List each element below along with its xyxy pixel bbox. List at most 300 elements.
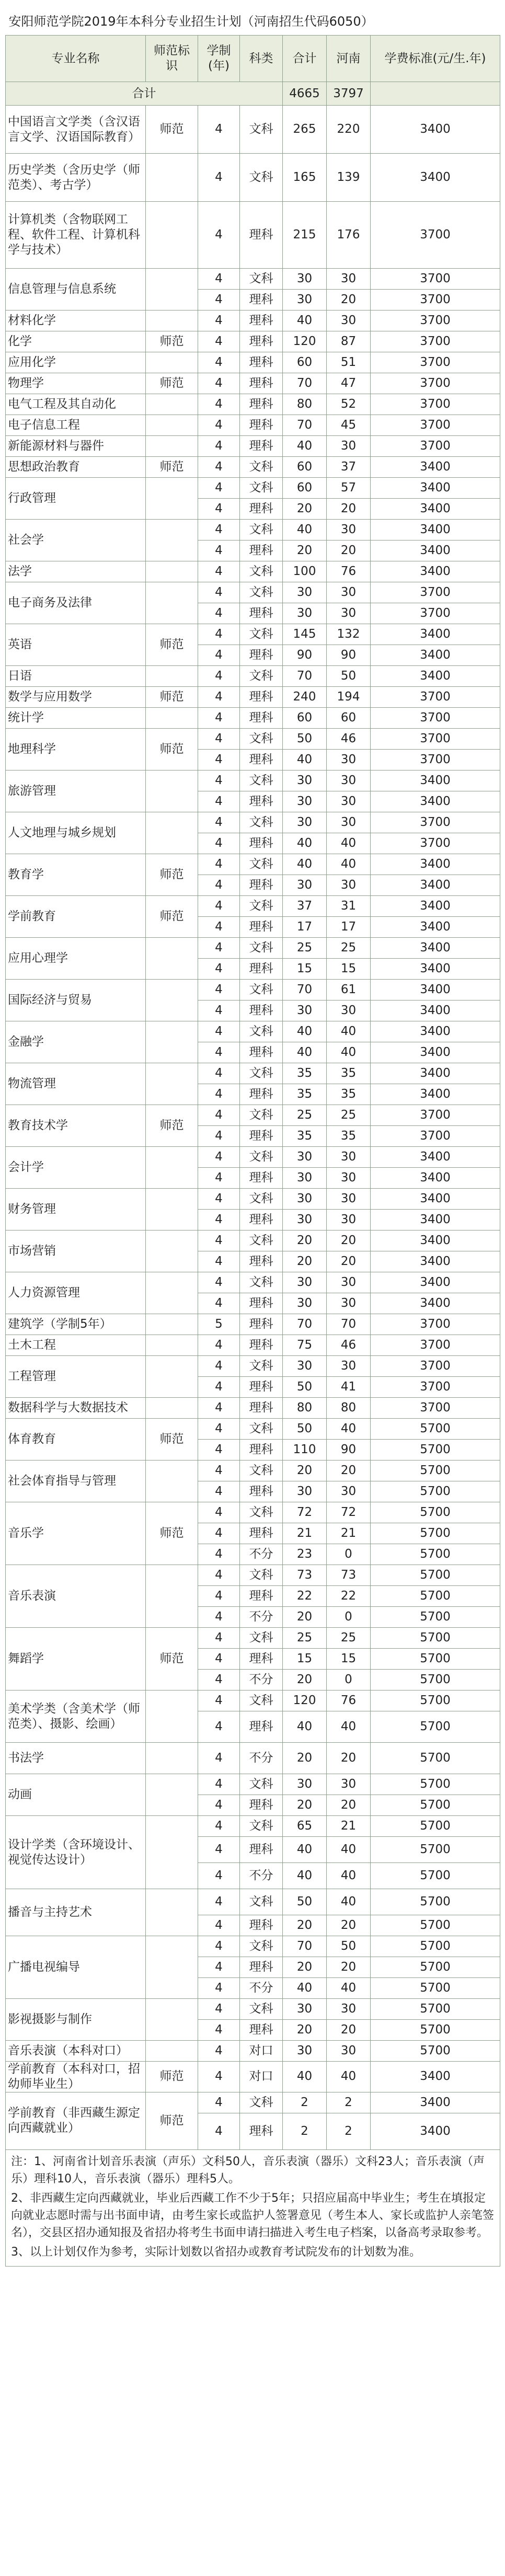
tuition-fee: 3700: [371, 812, 500, 833]
notes-row: [6, 2149, 500, 2266]
tuition-fee: 5700: [371, 1936, 500, 1957]
tuition-fee: 5700: [371, 1586, 500, 1607]
normal-tag: [146, 582, 198, 624]
normal-tag: 师范: [146, 373, 198, 394]
major-name: 物理学: [6, 373, 146, 394]
tuition-fee: 3700: [371, 290, 500, 310]
plan-total: 30: [283, 269, 327, 290]
table-row: [6, 729, 500, 750]
table-row: [6, 1189, 500, 1210]
tuition-fee: 3700: [371, 1314, 500, 1335]
major-name: 教育技术学: [6, 1105, 146, 1147]
major-name: 国际经济与贸易: [6, 980, 146, 1021]
tuition-fee: 3400: [371, 1000, 500, 1021]
major-name: 工程管理: [6, 1356, 146, 1398]
table-row: [6, 1419, 500, 1440]
plan-henan: 2: [327, 2113, 371, 2149]
category: 文科: [240, 854, 283, 875]
years: 4: [198, 290, 240, 310]
total-henan: 3797: [327, 82, 371, 106]
category: 理科: [240, 373, 283, 394]
table-row: [6, 938, 500, 959]
plan-total: 20: [283, 1607, 327, 1628]
plan-henan: 60: [327, 708, 371, 729]
plan-henan: 0: [327, 1544, 371, 1565]
category: 文科: [240, 729, 283, 750]
normal-tag: [146, 352, 198, 373]
table-row: [6, 687, 500, 708]
plan-henan: 37: [327, 457, 371, 478]
tuition-fee: 5700: [371, 1523, 500, 1544]
tuition-fee: 5700: [371, 1670, 500, 1690]
normal-tag: 师范: [146, 106, 198, 154]
years: 4: [198, 708, 240, 729]
plan-total: 265: [283, 106, 327, 154]
plan-total: 20: [283, 1795, 327, 1816]
tuition-fee: 3400: [371, 1063, 500, 1084]
plan-henan: 30: [327, 1272, 371, 1293]
plan-total: 30: [283, 875, 327, 896]
plan-henan: 76: [327, 1690, 371, 1711]
tuition-fee: 3400: [371, 770, 500, 791]
category: 理科: [240, 1649, 283, 1670]
plan-total: 30: [283, 1189, 327, 1210]
major-name: 社会体育指导与管理: [6, 1460, 146, 1502]
years: 4: [198, 1795, 240, 1816]
tuition-fee: 3400: [371, 478, 500, 499]
tuition-fee: 5700: [371, 2041, 500, 2062]
major-name: 数学与应用数学: [6, 687, 146, 708]
normal-tag: [146, 1398, 198, 1419]
normal-tag: [146, 269, 198, 310]
plan-henan: 35: [327, 1084, 371, 1105]
major-name: 思想政治教育: [6, 457, 146, 478]
years: 4: [198, 1440, 240, 1460]
category: 理科: [240, 708, 283, 729]
category: 文科: [240, 582, 283, 603]
major-name: 旅游管理: [6, 770, 146, 812]
table-row: [6, 1502, 500, 1523]
header-total: 合计: [283, 36, 327, 82]
plan-henan: 20: [327, 1251, 371, 1272]
plan-henan: 20: [327, 540, 371, 561]
category: 文科: [240, 269, 283, 290]
major-name: 音乐表演: [6, 1565, 146, 1628]
years: 4: [198, 1356, 240, 1377]
tuition-fee: 5700: [371, 1837, 500, 1863]
years: 4: [198, 980, 240, 1000]
tuition-fee: 3700: [371, 373, 500, 394]
category: 文科: [240, 1419, 283, 1440]
major-name: 广播电视编导: [6, 1936, 146, 1999]
tuition-fee: 3400: [371, 875, 500, 896]
plan-henan: 30: [327, 770, 371, 791]
category: 理科: [240, 1042, 283, 1063]
plan-total: 35: [283, 1063, 327, 1084]
table-row: [6, 854, 500, 875]
plan-total: 145: [283, 624, 327, 645]
plan-total: 30: [283, 1210, 327, 1230]
major-name: 数据科学与大数据技术: [6, 1398, 146, 1419]
plan-total: 40: [283, 520, 327, 540]
note-item: 2、非西藏生定向西藏就业，毕业后西藏工作不少于5年；只招应届高中毕业生；考生在填报定向就业志愿时需与出书面申请，由考生家长或监护人签署意见（考生本人、家长或监护人亲笔签名），交县区招办通知报及省招办将考生书面申请扫描进入考生电子档案，以备高考录取参考。: [11, 2191, 495, 2239]
major-name: 计算机类（含物联网工程、软件工程、计算机科学与技术）: [6, 202, 146, 269]
plan-total: 40: [283, 310, 327, 331]
plan-henan: 52: [327, 394, 371, 415]
category: 文科: [240, 1147, 283, 1168]
years: 4: [198, 791, 240, 812]
major-name: 金融学: [6, 1021, 146, 1063]
plan-total: 20: [283, 499, 327, 520]
plan-total: 165: [283, 154, 327, 202]
plan-henan: 50: [327, 666, 371, 687]
header-normal-tag: 师范标识: [146, 36, 198, 82]
normal-tag: 师范: [146, 624, 198, 666]
category: 不分: [240, 1978, 283, 1999]
table-row: [6, 2041, 500, 2062]
tuition-fee: 5700: [371, 1743, 500, 1774]
plan-henan: 30: [327, 2041, 371, 2062]
category: 理科: [240, 750, 283, 770]
years: 4: [198, 875, 240, 896]
major-name: 新能源材料与器件: [6, 436, 146, 457]
major-name: 电子信息工程: [6, 415, 146, 436]
normal-tag: 师范: [146, 1419, 198, 1460]
table-row: [6, 1999, 500, 2020]
normal-tag: [146, 1999, 198, 2041]
plan-total: 40: [283, 1711, 327, 1743]
plan-henan: 47: [327, 373, 371, 394]
category: 文科: [240, 1021, 283, 1042]
category: 文科: [240, 896, 283, 917]
years: 4: [198, 1063, 240, 1084]
major-name: 学前教育（本科对口，招幼师毕业生）: [6, 2062, 146, 2092]
normal-tag: [146, 2041, 198, 2062]
plan-henan: 30: [327, 1189, 371, 1210]
plan-henan: 0: [327, 1607, 371, 1628]
years: 4: [198, 478, 240, 499]
tuition-fee: 3400: [371, 1168, 500, 1189]
plan-henan: 30: [327, 310, 371, 331]
normal-tag: 师范: [146, 896, 198, 938]
plan-total: 40: [283, 854, 327, 875]
major-name: 应用心理学: [6, 938, 146, 980]
plan-henan: 40: [327, 1711, 371, 1743]
years: 4: [198, 833, 240, 854]
tuition-fee: 3400: [371, 896, 500, 917]
tuition-fee: 5700: [371, 1999, 500, 2020]
plan-henan: 40: [327, 833, 371, 854]
category: 理科: [240, 1084, 283, 1105]
years: 4: [198, 1565, 240, 1586]
table-row: [6, 1147, 500, 1168]
normal-tag: 师范: [146, 2062, 198, 2092]
plan-henan: 220: [327, 106, 371, 154]
admission-plan-document: [5, 8, 500, 2267]
tuition-fee: 3400: [371, 540, 500, 561]
years: 4: [198, 1147, 240, 1168]
years: 4: [198, 1272, 240, 1293]
plan-total: 40: [283, 1863, 327, 1889]
major-name: 法学: [6, 561, 146, 582]
plan-henan: 176: [327, 202, 371, 269]
normal-tag: [146, 1774, 198, 1816]
category: 理科: [240, 875, 283, 896]
normal-tag: [146, 938, 198, 980]
major-name: 财务管理: [6, 1189, 146, 1230]
table-row: [6, 520, 500, 540]
table-row: [6, 1356, 500, 1377]
years: 4: [198, 1628, 240, 1649]
category: 文科: [240, 1105, 283, 1126]
category: 文科: [240, 2092, 283, 2113]
category: 文科: [240, 1690, 283, 1711]
category: 理科: [240, 2020, 283, 2041]
plan-henan: 30: [327, 1168, 371, 1189]
plan-total: 20: [283, 1460, 327, 1481]
plan-henan: 30: [327, 269, 371, 290]
plan-henan: 30: [327, 1774, 371, 1795]
plan-henan: 40: [327, 1863, 371, 1889]
plan-total: 20: [283, 2020, 327, 2041]
category: 理科: [240, 1168, 283, 1189]
category: 理科: [240, 1314, 283, 1335]
years: 4: [198, 1335, 240, 1356]
plan-total: 240: [283, 687, 327, 708]
plan-total: 110: [283, 1440, 327, 1460]
years: 4: [198, 1711, 240, 1743]
tuition-fee: 3400: [371, 1189, 500, 1210]
table-row: [6, 708, 500, 729]
plan-henan: 30: [327, 603, 371, 624]
plan-henan: 20: [327, 1915, 371, 1936]
plan-henan: 57: [327, 478, 371, 499]
category: 文科: [240, 1460, 283, 1481]
table-row: [6, 1460, 500, 1481]
years: 4: [198, 561, 240, 582]
plan-henan: 2: [327, 2092, 371, 2113]
years: 4: [198, 1168, 240, 1189]
total-count: 4665: [283, 82, 327, 106]
plan-henan: 41: [327, 1377, 371, 1398]
normal-tag: [146, 436, 198, 457]
table-row: [6, 1743, 500, 1774]
table-row: [6, 582, 500, 603]
years: 4: [198, 394, 240, 415]
category: 文科: [240, 980, 283, 1000]
years: 4: [198, 624, 240, 645]
years: 4: [198, 1544, 240, 1565]
table-row: [6, 666, 500, 687]
normal-tag: [146, 154, 198, 202]
tuition-fee: 3700: [371, 331, 500, 352]
category: 文科: [240, 457, 283, 478]
table-row: [6, 436, 500, 457]
normal-tag: [146, 1189, 198, 1230]
table-row: [6, 1936, 500, 1957]
tuition-fee: 3400: [371, 457, 500, 478]
years: 4: [198, 2020, 240, 2041]
years: 4: [198, 2041, 240, 2062]
years: 4: [198, 603, 240, 624]
table-row: [6, 2092, 500, 2113]
category: 对口: [240, 2062, 283, 2092]
tuition-fee: 3700: [371, 1105, 500, 1126]
table-row: [6, 1774, 500, 1795]
years: 4: [198, 415, 240, 436]
plan-total: 30: [283, 290, 327, 310]
years: 4: [198, 2062, 240, 2092]
plan-total: 50: [283, 1377, 327, 1398]
table-row: [6, 352, 500, 373]
header-category: 科类: [240, 36, 283, 82]
years: 4: [198, 202, 240, 269]
category: 理科: [240, 687, 283, 708]
tuition-fee: 3400: [371, 1084, 500, 1105]
major-name: 动画: [6, 1774, 146, 1816]
table-row: [6, 561, 500, 582]
years: 4: [198, 1816, 240, 1837]
category: 理科: [240, 1126, 283, 1147]
plan-total: 90: [283, 645, 327, 666]
tuition-fee: 5700: [371, 1460, 500, 1481]
plan-total: 40: [283, 436, 327, 457]
plan-total: 40: [283, 1042, 327, 1063]
category: 理科: [240, 791, 283, 812]
years: 4: [198, 154, 240, 202]
plan-total: 22: [283, 1586, 327, 1607]
normal-tag: [146, 1690, 198, 1743]
plan-total: 40: [283, 1021, 327, 1042]
category: 不分: [240, 1607, 283, 1628]
years: 4: [198, 2092, 240, 2113]
tuition-fee: 3400: [371, 1293, 500, 1314]
plan-henan: 46: [327, 729, 371, 750]
category: 理科: [240, 499, 283, 520]
major-name: 音乐学: [6, 1502, 146, 1565]
table-row: [6, 1565, 500, 1586]
category: 文科: [240, 1230, 283, 1251]
category: 理科: [240, 1440, 283, 1460]
category: 理科: [240, 833, 283, 854]
category: 文科: [240, 812, 283, 833]
major-name: 体育教育: [6, 1419, 146, 1460]
plan-total: 40: [283, 750, 327, 770]
category: 文科: [240, 561, 283, 582]
category: 文科: [240, 1628, 283, 1649]
plan-total: 23: [283, 1544, 327, 1565]
plan-henan: 51: [327, 352, 371, 373]
category: 不分: [240, 1544, 283, 1565]
category: 理科: [240, 1523, 283, 1544]
category: 理科: [240, 2113, 283, 2149]
category: 文科: [240, 1889, 283, 1915]
category: 文科: [240, 624, 283, 645]
years: 4: [198, 1210, 240, 1230]
plan-total: 30: [283, 1293, 327, 1314]
category: 理科: [240, 959, 283, 980]
table-row: [6, 2062, 500, 2092]
plan-total: 30: [283, 1999, 327, 2020]
plan-total: 25: [283, 938, 327, 959]
plan-total: 20: [283, 1251, 327, 1272]
plan-total: 60: [283, 708, 327, 729]
years: 4: [198, 436, 240, 457]
plan-total: 21: [283, 1523, 327, 1544]
category: 文科: [240, 106, 283, 154]
years: 4: [198, 666, 240, 687]
plan-henan: 30: [327, 1293, 371, 1314]
years: 4: [198, 1523, 240, 1544]
plan-henan: 87: [327, 331, 371, 352]
years: 4: [198, 812, 240, 833]
tuition-fee: 3700: [371, 582, 500, 603]
plan-henan: 20: [327, 290, 371, 310]
note-item: 3、以上计划仅作为参考，实际计划数以省招办或教育考试院发布的计划数为准。: [11, 2245, 421, 2259]
plan-henan: 40: [327, 2062, 371, 2092]
total-row: [6, 82, 500, 106]
table-row: [6, 812, 500, 833]
plan-total: 80: [283, 1398, 327, 1419]
tuition-fee: 3400: [371, 645, 500, 666]
major-name: 中国语言文学类（含汉语言文学、汉语国际教育）: [6, 106, 146, 154]
category: 理科: [240, 1957, 283, 1978]
plan-total: 60: [283, 352, 327, 373]
normal-tag: [146, 1063, 198, 1105]
normal-tag: [146, 1272, 198, 1314]
plan-total: 30: [283, 1000, 327, 1021]
plan-total: 2: [283, 2113, 327, 2149]
category: 理科: [240, 1398, 283, 1419]
table-row: [6, 269, 500, 290]
normal-tag: [146, 1743, 198, 1774]
plan-henan: 30: [327, 1147, 371, 1168]
tuition-fee: 5700: [371, 1774, 500, 1795]
normal-tag: 师范: [146, 1628, 198, 1690]
years: 4: [198, 1586, 240, 1607]
category: 理科: [240, 1795, 283, 1816]
normal-tag: [146, 1021, 198, 1063]
plan-henan: 30: [327, 812, 371, 833]
plan-henan: 132: [327, 624, 371, 645]
tuition-fee: 5700: [371, 1440, 500, 1460]
normal-tag: 师范: [146, 331, 198, 352]
plan-total: 30: [283, 1168, 327, 1189]
tuition-fee: 5700: [371, 1565, 500, 1586]
major-name: 教育学: [6, 854, 146, 896]
category: 理科: [240, 290, 283, 310]
table-row: [6, 624, 500, 645]
table-row: [6, 980, 500, 1000]
table-row: [6, 1816, 500, 1837]
years: 4: [198, 1189, 240, 1210]
tuition-fee: 3700: [371, 603, 500, 624]
plan-henan: 61: [327, 980, 371, 1000]
major-name: 电子商务及法律: [6, 582, 146, 624]
tuition-fee: 3400: [371, 1251, 500, 1272]
tuition-fee: 5700: [371, 2020, 500, 2041]
plan-henan: 40: [327, 1021, 371, 1042]
tuition-fee: 3400: [371, 2092, 500, 2113]
category: 文科: [240, 1999, 283, 2020]
major-name: 书法学: [6, 1743, 146, 1774]
category: 文科: [240, 1063, 283, 1084]
major-name: 行政管理: [6, 478, 146, 520]
category: 理科: [240, 1711, 283, 1743]
table-row: [6, 1272, 500, 1293]
category: 文科: [240, 666, 283, 687]
plan-total: 25: [283, 1105, 327, 1126]
